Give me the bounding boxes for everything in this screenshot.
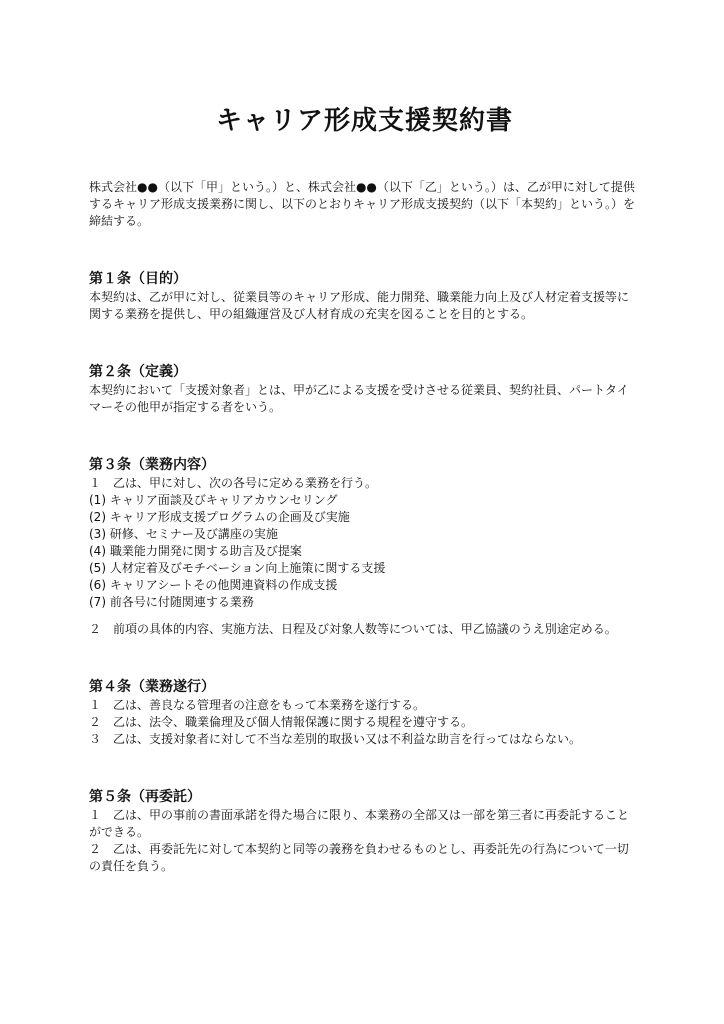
item-2: (2) キャリア形成支援プログラムの企画及び実施 bbox=[89, 510, 350, 524]
article-heading: 第２条（定義） bbox=[89, 364, 187, 380]
article-heading: 第４条（業務遂行） bbox=[89, 679, 215, 695]
item-4: (4) 職業能力開発に関する助言及び提案 bbox=[89, 544, 302, 558]
article-3 bbox=[89, 455, 640, 638]
clause-2: ２ 前項の具体的内容、実施方法、日程及び対象人数等については、甲乙協議のうえ別途定める。 bbox=[89, 622, 617, 636]
clause-1: １ 乙は、甲に対し、次の各号に定める業務を行う。 bbox=[89, 476, 378, 490]
article-4 bbox=[89, 677, 640, 748]
article-5 bbox=[89, 787, 640, 875]
clause-1: １ 乙は、善良なる管理者の注意をもって本業務を遂行する。 bbox=[89, 698, 426, 712]
document-title: キャリア形成支援契約書 bbox=[215, 106, 513, 136]
item-7: (7) 前各号に付随関連する業務 bbox=[89, 595, 254, 609]
item-3: (3) 研修、セミナー及び講座の実施 bbox=[89, 527, 278, 541]
article-2 bbox=[89, 362, 640, 416]
item-1: (1) キャリア面談及びキャリアカウンセリング bbox=[89, 493, 338, 507]
preamble: 株式会社●●（以下「甲」という。）と、株式会社●●（以下「乙」という。）は、乙が甲に対して提供するキャリア形成支援業務に関し、以下のとおりキャリア形成支援契約（以下「本契約」という。）を締結する。 bbox=[89, 180, 636, 228]
article-text: 本契約は、乙が甲に対し、従業員等のキャリア形成、能力開発、職業能力向上及び人材定着支援等に関する業務を提供し、甲の組織運営及び人材育成の充実を図ることを目的とする。 bbox=[89, 290, 630, 321]
article-text: 本契約において「支援対象者」とは、甲が乙による支援を受けさせる従業員、契約社員、パートタイマーその他甲が指定する者をいう。 bbox=[89, 383, 629, 414]
article-1 bbox=[89, 269, 640, 323]
article-heading: 第５条（再委託） bbox=[89, 789, 201, 805]
article-heading: 第３条（業務内容） bbox=[89, 457, 215, 473]
article-heading: 第１条（目的） bbox=[89, 271, 187, 287]
item-5: (5) 人材定着及びモチベーション向上施策に関する支援 bbox=[89, 561, 386, 575]
clause-2: ２ 乙は、法令、職業倫理及び個人情報保護に関する規程を遵守する。 bbox=[89, 715, 474, 729]
clause-2: ２ 乙は、再委託先に対して本契約と同等の義務を負わせるものとし、再委託先の行為について一切の責任を負う。 bbox=[89, 842, 629, 873]
clause-3: ３ 乙は、支援対象者に対して不当な差別的取扱い又は不利益な助言を行ってはならない。 bbox=[89, 732, 582, 746]
item-6: (6) キャリアシートその他関連資料の作成支援 bbox=[89, 578, 338, 592]
clause-1: １ 乙は、甲の事前の書面承諾を得た場合に限り、本業務の全部又は一部を第三者に再委託することができる。 bbox=[89, 808, 630, 839]
